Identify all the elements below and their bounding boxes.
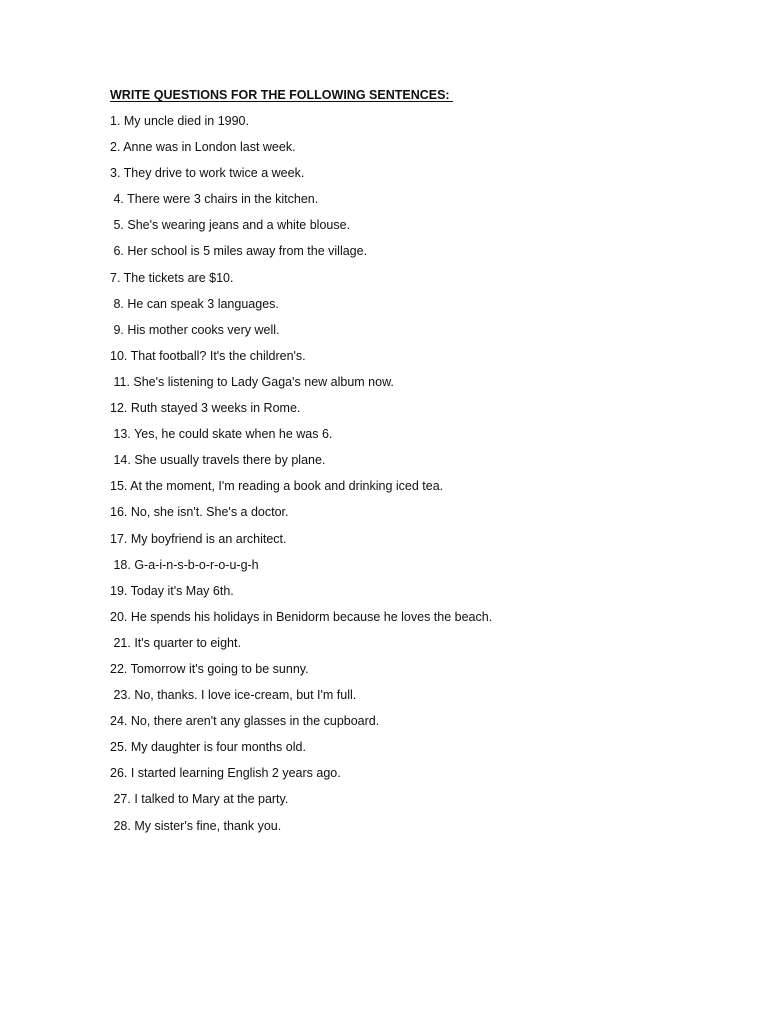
sentence-20: 20. He spends his holidays in Benidorm because he loves the beach. (110, 609, 493, 624)
sentence-26: 26. I started learning English 2 years ago. (110, 766, 341, 781)
sentence-2: 2. Anne was in London last week. (110, 140, 296, 155)
sentence-list (110, 108, 710, 839)
sentence-19: 19. Today it's May 6th. (110, 583, 234, 598)
sentence-3: 3. They drive to work twice a week. (110, 166, 305, 181)
sentence-9: 9. His mother cooks very well. (110, 322, 280, 337)
sentence-14: 14. She usually travels there by plane. (110, 453, 326, 468)
sentence-16: 16. No, she isn't. She's a doctor. (110, 505, 289, 520)
sentence-21: 21. It's quarter to eight. (110, 635, 241, 650)
worksheet (110, 86, 710, 839)
sentence-25: 25. My daughter is four months old. (110, 740, 306, 755)
sentence-10: 10. That football? It's the children's. (110, 348, 306, 363)
sentence-4: 4. There were 3 chairs in the kitchen. (110, 192, 319, 207)
sentence-6: 6. Her school is 5 miles away from the village. (110, 244, 368, 259)
sentence-7: 7. The tickets are $10. (110, 270, 234, 285)
sentence-15: 15. At the moment, I'm reading a book and drinking iced tea. (110, 479, 444, 494)
sentence-5: 5. She's wearing jeans and a white blouse. (110, 218, 351, 233)
sentence-8: 8. He can speak 3 languages. (110, 296, 279, 311)
sentence-17: 17. My boyfriend is an architect. (110, 531, 287, 546)
sentence-11: 11. She's listening to Lady Gaga's new album now. (110, 374, 394, 389)
sentence-24: 24. No, there aren't any glasses in the cupboard. (110, 714, 380, 729)
sentence-27: 27. I talked to Mary at the party. (110, 792, 289, 807)
sentence-22: 22. Tomorrow it's going to be sunny. (110, 661, 309, 676)
sentence-18: 18. G-a-i-n-s-b-o-r-o-u-g-h (110, 557, 259, 572)
sentence-13: 13. Yes, he could skate when he was 6. (110, 427, 333, 442)
sentence-12: 12. Ruth stayed 3 weeks in Rome. (110, 401, 301, 416)
sentence-1: 1. My uncle died in 1990. (110, 114, 249, 128)
sentence-23: 23. No, thanks. I love ice-cream, but I'm full. (110, 688, 357, 703)
worksheet-title: WRITE QUESTIONS FOR THE FOLLOWING SENTENCES: (110, 88, 454, 102)
sentence-28: 28. My sister's fine, thank you. (110, 818, 282, 833)
